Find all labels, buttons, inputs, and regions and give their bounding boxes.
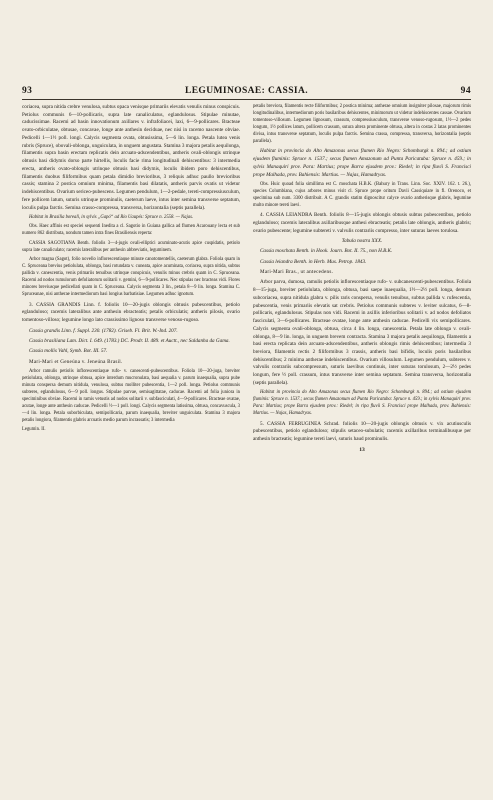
signature-mark: 13 (359, 447, 365, 454)
running-title: LEGUMINOSAE: CASSIA. (184, 86, 309, 96)
species-diagnosis: CASSIA FERRUGINEA Schrad. foliolis 10—20-jugis oblongis obtusis v. vix acutiusculis pubescentibus, petiolo eglanduloso; stipulis setaceo-subulatis; racemis axillaribus terminalibusque per anthesin bracteatis; legumine tereti laevi, suturis haud prominulis. (253, 420, 471, 443)
text-columns (22, 104, 471, 457)
running-header (22, 86, 471, 96)
habitat-note: Habitat in provincia do Alto Amazonas secus flumen Rio Negro: Schomburgk n. 894.; ad ostium ejusdem fluminis: Spruce n. 1537.; secus flumen Amazonum ad Punta Paricatuba: Spruce n. 459.; in sylvis Manaquiri prov. Para: Martius; prope Barra ejusdem prov.: Riedel; in ripa fluvii S. Francisci prope Malhada, prov. Bahiensis: Martius. — Najas, Hamadryas. (253, 148, 471, 178)
right-column (253, 104, 471, 457)
species-description: Arbor magna (Sagot), folio novello inflorescentiaque minute canotomentellis, caeterum glabra. Foliola quam in C. Spruceana brevius petiolulata, oblonga, basi rotundata v. cuneata, apice acuminata, coriacea, supra nitida, subtus pallida v. canescentia, venis primariis tenuibus utrinque conspicuis, venulis minus crebris quam in C. Spruceana. Racemi ad nodos rumulorum defoliatorum solitarii v. gemini, 6—9-pollicares. Nec stipulas nec bracteas vidi. Flores minores breviusque pedicellati quam in C. Spruceana. Calycis segmenta 3 lin., petala 8—9 lin. longa. Stamina C. Spruceanae, nisi antherae intermediorum basi longius barbatisiae. Legumen adhuc ignotum. (22, 257, 240, 298)
header-rule (22, 99, 471, 100)
observation-note: Obs. Huic quoad folia simillima est C. moschata H.B.K. (Bahury in Trans. Linn. Soc. XXIV. 162. t. 26.), species Columbiana, cujus arbores minus visit cl. Spruce prope oritum Davii Cassiquiare in fl. Orenoco, et specimina sub num. 3300 distribuit. A C. grandis statim dignoscitur calyce ovario antherisque glabris, legumine multo minore tereti laevi. (253, 181, 471, 208)
species-description: Arbor parva, dumosa, ramulis petiolis inflorescentiaque rufo- v. subcanescenti-pubescentibus. Foliola 8—15-juga, breviter petiolulata, oblonga, obtusa, basi saepe inaequalia, 1½—2½ poll. longa, demum subcoriacea, supra nitidula glabra v. pilis raris conspersa, venulis tenuibus, subtus pallida v. rufescentia, pubescentia, venis primariis elevatis sat crebris. Petiolus communis subteres v. leviter sulcatus, 6—8-pollicaris, eglandulosus. Stipulas non vidi. Racemi in axillis inferioribus solitarii v. ad nodos defoliatos fasciculati, 3—6-pollicares. Bracteae ovatae, longe ante anthesin caducae. Pedicelli vix semipollicares. Calycis segmenta ovali-oblonga, obtusa, circa 4 lin. longa, canescentia. Petala late oblonga v. ovali-oblonga, 8—9 lin. longa, in unguem brevem contracta. Stamina 3 majora petalis aequilonga, filamentis a basi erecta replicata dein arcuato-adscendentibus, antheris oblongis rimis dehiscentibus; intermedia 3 breviora, filamentis rectis 2 filiformibus 3 crassis, antheris basi bifidis, loculis poris basilaribus dehiscentibus; 2 minima antherae indehiscentibus. Ovarium villosulum. Legumen pendulum, subteres v. valvulis contrariis subcompressum, suturis laevibus continuis, inter suturas torulosum, 2—2½ pedes longum, fere ½ poll. crassum, intus transverse inter semina septatum. Semina transversa, horizontalia (septis parallela). (253, 279, 471, 386)
species-heading (22, 302, 240, 325)
species-number: 3. (29, 301, 33, 308)
paragraph: coriacea, supra nitida crebre venulosa, subtus opaca venisque primariis elevatis venulis minus conspicuis. Petiolus communis 6—10-pollicaris, supra late canaliculatus, eglandulosus. Stipulae minutae, caducissimae. Racemi ad basin innovationum axillares v. infrafoliacei, laxi, 6—9-pollicares. Bracteae ovato-orbiculatae, obtusae, concavae, longe ante anthesin deciduae, nec nisi in racemo nascente obviae. Pedicelli 1—1½ poll. longi. Calycis segmenta ovata, obtusissima, 5—6 lin. longa. Petala lutea venis rubris (Spruce), obovali-oblonga, unguiculata, in unguem angustata. Stamina 3 majora petalis aequilonga, filamentis supra basin erectam replicatis dein arcuato-adscendentibus, antheris ovali-oblongis utrinque obtusis basi didymis dorso parte hirtellis, loculis facie rima longitudinali dehiscentibus: 3 intermedia erecta, antheris ovato-oblongis utrinque obtusis basi didymis, loculis ibidem poro dehiscentibus, filamentis duobus filiformibus quam petala dimidio brevioribus, 3 reliquis adhuc paullo brevioribus cassis; stamina 2 postica omnium minima, filamentis basi dilatatis, antheris parvis ovatis ut videtur indehiscentibus. Ovarium sericeo-pubescens. Legumen pendulum, 1—2-pedale, tereti-compressiusculum, fere pollicem latum, suturis utrinque prominulis, caeterum laeve, intus inter semina transverse septatum, loculis pulpa farctis. Semina crasso-compressa, transversa, horizontalia (septis parallela). (22, 104, 240, 211)
page-number-right: 94 (460, 86, 471, 96)
vernacular-names: Mari-Mari et Geneúna v. Jeneúna Brasil. (29, 358, 123, 365)
synonym-reference: Cassia grandis Linn. f. Suppl. 230. (1782). Griseb. Fl. Brit. W.-Ind. 207. (29, 327, 178, 334)
synonym-reference: Cassia moschata Benth. in Hook. Journ. Bot. II. 75., non H.B.K. (260, 248, 393, 255)
habitat-note: Habitat in Brasilia boreali, in sylvis „Gapó“ ad Rio Uaupés: Spruce n. 2558. — Najas. (29, 214, 194, 220)
signature-mark: Legumin. II. (22, 427, 46, 433)
species-heading (253, 421, 471, 444)
observation-note: Obs. Haec affinis est speciei sequenti Inedita a cl. Sagotio in Guiana gallica ad flumen Acarouany lecta et sub numero 862 distributa, nondum tamen intra fines Brasiliensis reperta: (22, 224, 240, 237)
synonym-reference: Cassia leiandra Benth. in Herb. Mus. Petrop. 1843. (260, 258, 367, 265)
page-number-left: 93 (22, 86, 33, 96)
paragraph: petalis breviora, filamentis recte filiformibus; 2 postica minima; antherae omnium insigniter pilosae, majorum rimis longitudinalibus, intermediorum poris basilaribus dehiscentes, minimorum ut videtur indehiscentes cassae. Ovarium tomentoso-villosum. Legumen lignosum, crassum, compressiusculum, transverse venoso-rugosum, 1½—2 pedes longum, 1½ pollices latum, pollicem crassum, sutura altera prominente obtusa, altera in costas 2 latas prominentes divisa, intus transverse septatum, loculis pulpa farctis. Semina crassa, compressa, transversa, horizontalia (septis parallela). (253, 104, 471, 144)
vernacular-names: Mari-Mari Bras., ut antecedens. (260, 269, 334, 276)
species-number: 5. (260, 420, 264, 427)
habitat-note: Habitat in provincia do Alto Amazonas secus flumen Rio Negro: Schomburgk n. 894.; ad ostium ejusdem fluminis: Spruce n. 1537.; secus flumen Amazonum ad Punta Paricatuba: Spruce n. 459.; in sylvis Manaquiri prov. Para: Martius; prope Barra ejusdem prov.: Riedel; in ripa fluvii S. Francisci prope Malhada, prov. Bahiensis: Martius. — Najas, Hamadryas. (253, 390, 471, 417)
left-column (22, 104, 240, 457)
species-heading: CASSIA SAGOTIANA Benth. foliolis 3—4-jugis ovali-elliptici acuminato-acutis apice cuspidatis, petiolo supra late canaliculato; racemis lateralibus per anthesin abbreviatis, leguminem. (22, 240, 240, 253)
species-diagnosis: CASSIA LEIANDRA Benth. foliolis 8—15-jugis oblongis obtusis subtus pubescentibus, petiolo eglanduloso; racemis lateralibus axillaribusque anthesi ebracteatis; petalis late oblongis, antheris glabris; ovario pubescente; legumine subtereti v. valvulis contrariis compresso, inter suturas laeves torulosa. (253, 212, 471, 234)
plate-reference: Tabula nostra XXX. (341, 238, 383, 245)
species-diagnosis: CASSIA GRANDIS Linn. f. foliolis 10—20-jugis oblongis obtusis pubescentibus, petiolo eglanduloso; racemis lateralibus ante anthesin ebracteatis; petalis orbiculatis; antheris pilosis, ovario tomentoso-villoso; legumine longo lato crassissimo lignoso transverse venoso-rugoso. (22, 301, 240, 324)
species-description: Arbor ramulis petiolis inflorescentiaque rufo- v. canescenti-pubescentibus. Foliola 10—20-juga, breviter petiolulata, oblonga, utrinque obtusa, apice interdum mucronulata, basi aequalia v. parum inaequalia, supra pube minuta conspersa demum nitidula, venulosa, subtus molliter pubescentia, 1—2 poll. longa. Petiolus communis subteres, eglandulosus, 6—9 poll. longus. Stipulae parvae, semisagittatae, caducae. Racemi ad folia juniora in speciminibus obviae. Racemi in ramis vetustis ad nodos solitarii v. subfasciculati, 4—9-pollicares. Bracteae ovatae, acutae, longe ante anthesin caducae. Pedicelli ½—1 poll. longi. Calycis segmenta latissima, obtusa, concavuscula, 3—4 lin. longa. Petala suborbiculata, semipollicaria, parum inaequalia, breviter unguiculata. Stamina 3 majora petalis longiora, filamentis glabris arcuatis medio parum incrassatis; 3 intermedia (22, 368, 240, 423)
species-heading (253, 212, 471, 235)
synonym-reference: Cassia mollis Vahl, Symb. Bot. III. 57. (29, 348, 108, 355)
species-number: 4. (260, 212, 264, 219)
synonym-reference: Cassia brasiliana Lam. Dict. I. 649. (1783.) DC. Prodr. II. 489. et Auctt., nec Saldanha da Gama. (29, 337, 230, 344)
